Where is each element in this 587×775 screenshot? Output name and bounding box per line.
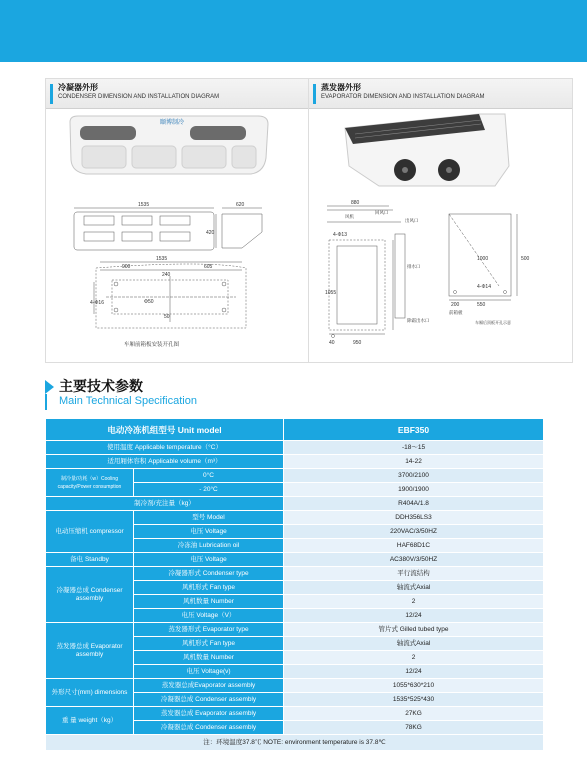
row-value: 1900/1900 <box>284 483 544 497</box>
evaporator-panel <box>308 78 573 363</box>
row-value: 12/24 <box>284 665 544 679</box>
dim-200: 200 <box>451 302 460 308</box>
row-label: 冷冻油 Lubrication oil <box>134 539 284 553</box>
row-value: AC380V/3/50HZ <box>284 553 544 567</box>
evaporator-panel-header <box>309 79 572 109</box>
group-label: 电动压缩机 compressor <box>46 511 134 553</box>
evaporator-title-zh: 蒸发器外形 <box>321 83 361 92</box>
row-label: - 20°C <box>134 483 284 497</box>
table-row <box>46 455 544 469</box>
dim-240: 240 <box>162 272 171 278</box>
evaporator-front-drawing <box>327 206 405 338</box>
row-label: 蒸发器总成Evaporator assembly <box>134 679 284 693</box>
row-value: 220VAC/3/50HZ <box>284 525 544 539</box>
row-label: 冷凝器形式 Condenser type <box>134 567 284 581</box>
dim-880: 880 <box>351 200 360 206</box>
evaporator-diagram <box>309 110 572 362</box>
row-value: R404A/1.8 <box>284 497 544 511</box>
table-header-row <box>46 419 544 441</box>
dim-900: 900 <box>122 264 131 270</box>
row-value: 管片式 Gilled tubed type <box>284 623 544 637</box>
brand-label: 颐博制冷 <box>160 120 185 126</box>
dim-1535-b: 1535 <box>156 256 168 262</box>
dim-550: 550 <box>477 302 486 308</box>
row-value: 12/24 <box>284 609 544 623</box>
top-banner <box>0 0 587 62</box>
condenser-caption: 车厢前箱板安装开孔图 <box>124 342 180 348</box>
dim-620: 620 <box>236 202 245 208</box>
row-label: 冷凝器总成 Condenser assembly <box>134 693 284 707</box>
dim-1000: 1000 <box>477 256 489 262</box>
header-model: EBF350 <box>284 419 544 441</box>
label-drain: 排水口 <box>407 264 421 269</box>
row-label: 风机形式 Fan type <box>134 581 284 595</box>
group-label: 外形尺寸(mm) dimensions <box>46 679 134 707</box>
group-label: 重 量 weight（kg） <box>46 707 134 735</box>
label-fan: 风机 <box>345 214 354 219</box>
row-label: 型号 Model <box>134 511 284 525</box>
dim-1055: 1055 <box>325 290 337 296</box>
row-value: 2 <box>284 595 544 609</box>
row-value: 2 <box>284 651 544 665</box>
label-front: 前箱板 <box>449 310 463 315</box>
row-label: 0°C <box>134 469 284 483</box>
dim-4phi14: 4-Φ14 <box>477 284 491 290</box>
row-value: 1535*525*430 <box>284 693 544 707</box>
dim-500: 500 <box>521 256 530 262</box>
section-title-zh: 主要技术参数 <box>59 378 143 394</box>
row-value: -18～15 <box>284 441 544 455</box>
row-label: 电压 Voltage（V） <box>134 609 284 623</box>
condenser-panel <box>45 78 310 363</box>
row-label: 使用温度 Applicable temperature（°C） <box>46 441 284 455</box>
arrow-icon <box>45 380 54 394</box>
table-row <box>46 553 544 567</box>
row-label: 风机数量 Number <box>134 651 284 665</box>
label-supply: 出风口 <box>405 218 419 223</box>
dim-850: Φ50 <box>144 299 154 305</box>
table-row <box>46 441 544 455</box>
row-label: 冷凝器总成 Condenser assembly <box>134 721 284 735</box>
row-label: 蒸发器总成 Evaporator assembly <box>134 707 284 721</box>
row-label: 风机数量 Number <box>134 595 284 609</box>
row-value: HAF68D1C <box>284 539 544 553</box>
table-row <box>46 679 544 693</box>
evaporator-caption: 车厢后顶板开孔示意 <box>475 320 511 325</box>
evaporator-unit-image <box>345 114 509 186</box>
accent-bar <box>45 394 47 410</box>
dim-side: 420 <box>206 230 215 236</box>
row-label: 电压 Voltage <box>134 553 284 567</box>
dim-950: 950 <box>353 340 362 346</box>
table-row <box>46 497 544 511</box>
condenser-front-drawing <box>74 208 262 250</box>
table-row <box>46 469 544 483</box>
row-label: 电压 Voltage(v) <box>134 665 284 679</box>
label-return-air: 回风口 <box>375 210 389 215</box>
table-note: 注：环境温度37.8℃ NOTE: environment temperature is 37.8℃ <box>46 735 544 751</box>
group-label: 蒸发器总成 Evaporator assembly <box>46 623 134 679</box>
row-value: 14-22 <box>284 455 544 469</box>
group-label: 制冷量/功耗（w）Cooling capacity/Power consumption <box>46 469 134 497</box>
row-label: 电压 Voltage <box>134 525 284 539</box>
condenser-panel-header <box>46 79 309 109</box>
spec-table <box>45 418 544 751</box>
header-label: 电动冷冻机组型号 Unit model <box>46 419 284 441</box>
row-value: 27KG <box>284 707 544 721</box>
table-row <box>46 511 544 525</box>
row-value: DDH356LS3 <box>284 511 544 525</box>
row-value: 平行流结构 <box>284 567 544 581</box>
row-label: 制冷剂/充注量（kg） <box>46 497 284 511</box>
row-label: 蒸发器形式 Evaporator type <box>134 623 284 637</box>
table-row <box>46 567 544 581</box>
table-row <box>46 707 544 721</box>
row-label: 适用厢体容积 Applicable volume（m³） <box>46 455 284 469</box>
evaporator-title-en: EVAPORATOR DIMENSION AND INSTALLATION DIAGRAM <box>321 94 485 100</box>
condenser-title-zh: 冷凝器外形 <box>58 83 98 92</box>
dim-40: 40 <box>329 340 335 346</box>
dim-605: 605 <box>204 264 213 270</box>
table-note-row <box>46 735 544 751</box>
condenser-diagram <box>46 110 309 362</box>
row-value: 轴流式Axial <box>284 637 544 651</box>
condenser-unit-image <box>70 116 268 174</box>
condenser-title-en: CONDENSER DIMENSION AND INSTALLATION DIAGRAM <box>58 94 220 100</box>
table-row <box>46 623 544 637</box>
row-value: 3700/2100 <box>284 469 544 483</box>
dim-4phi16: 4-Φ16 <box>90 300 104 306</box>
label-defrost: 除霜出水口 <box>407 318 430 323</box>
row-value: 78KG <box>284 721 544 735</box>
dim-4phi13: 4-Φ13 <box>333 232 347 238</box>
group-label: 冷凝器总成 Condenser assembly <box>46 567 134 623</box>
dim-50: 50 <box>164 314 170 320</box>
dim-1535: 1535 <box>138 202 150 208</box>
section-title-en: Main Technical Specification <box>59 395 197 407</box>
group-label: 备电 Standby <box>46 553 134 567</box>
row-value: 1055*630*210 <box>284 679 544 693</box>
row-label: 风机形式 Fan type <box>134 637 284 651</box>
row-value: 轴流式Axial <box>284 581 544 595</box>
